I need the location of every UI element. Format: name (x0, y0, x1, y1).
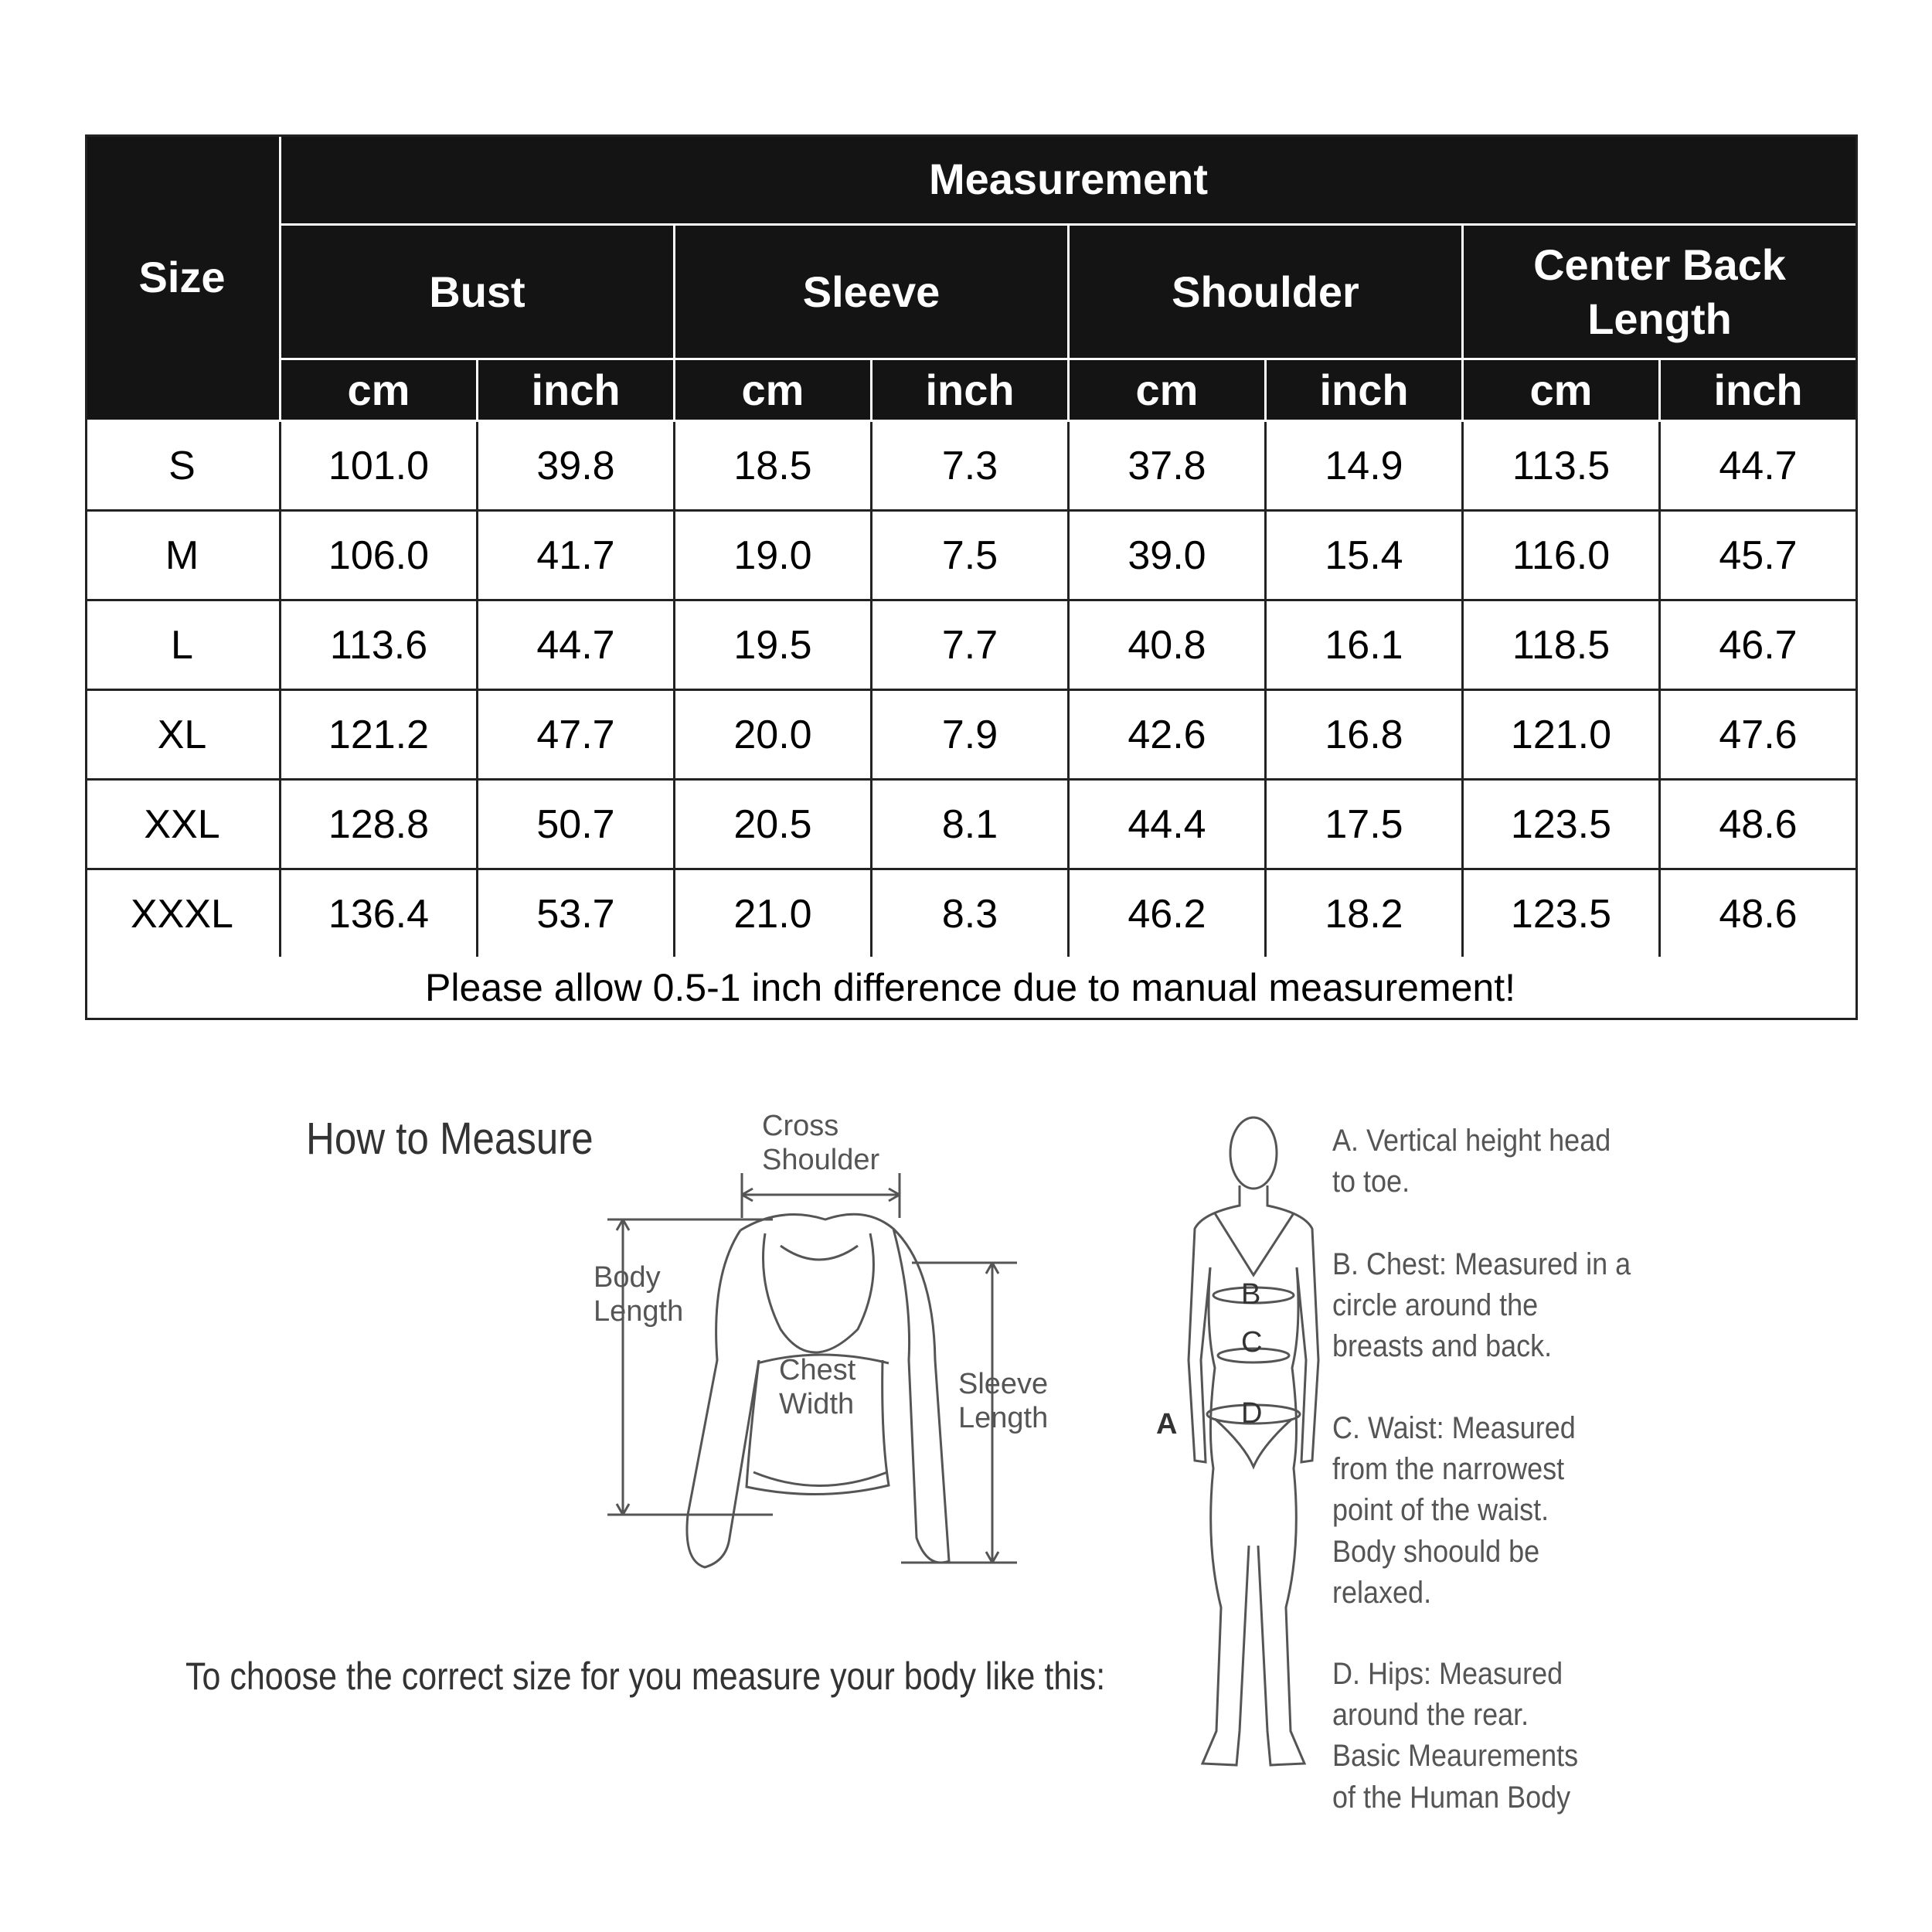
value-cell: 7.7 (872, 601, 1070, 691)
unit-header-3: inch (872, 360, 1070, 422)
sleeve-length-line2: Length (958, 1401, 1049, 1434)
value-cell: 48.6 (1661, 781, 1858, 870)
size-cell: M (85, 512, 281, 601)
body-length-label (594, 1261, 683, 1328)
value-cell: 113.6 (281, 601, 478, 691)
body-mark-d: D (1241, 1397, 1263, 1430)
value-cell: 19.0 (675, 512, 872, 601)
value-cell: 118.5 (1464, 601, 1661, 691)
definition-d: D. Hips: Measured around the rear. Basic Meaurements of the Human Body (1332, 1657, 1579, 1815)
size-header: Size (85, 134, 281, 422)
cross-shoulder-line1: Cross (762, 1110, 839, 1142)
how-to-measure-title: How to Measure (306, 1114, 594, 1164)
value-cell: 128.8 (281, 781, 478, 870)
body-length-line1: Body (594, 1261, 661, 1294)
value-cell: 14.9 (1267, 422, 1464, 512)
body-mark-a: A (1156, 1408, 1178, 1440)
unit-header-7: inch (1661, 360, 1858, 422)
group-header-0: Bust (281, 226, 675, 360)
value-cell: 44.7 (478, 601, 675, 691)
measure-instruction: To choose the correct size for you measure your body like this: (185, 1655, 1106, 1698)
value-cell: 8.3 (872, 870, 1070, 960)
measurement-note: Please allow 0.5-1 inch difference due to manual measurement! (85, 957, 1858, 1020)
value-cell: 7.9 (872, 691, 1070, 781)
value-cell: 46.2 (1070, 870, 1267, 960)
definition-b: B. Chest: Measured in a circle around the breasts and back. (1332, 1247, 1631, 1364)
value-cell: 20.5 (675, 781, 872, 870)
value-cell: 16.1 (1267, 601, 1464, 691)
value-cell: 44.4 (1070, 781, 1267, 870)
value-cell: 53.7 (478, 870, 675, 960)
unit-header-2: cm (675, 360, 872, 422)
body-mark-b: B (1241, 1278, 1261, 1311)
value-cell: 101.0 (281, 422, 478, 512)
value-cell: 7.3 (872, 422, 1070, 512)
value-cell: 48.6 (1661, 870, 1858, 960)
value-cell: 47.7 (478, 691, 675, 781)
sleeve-length-line1: Sleeve (958, 1368, 1049, 1400)
value-cell: 40.8 (1070, 601, 1267, 691)
value-cell: 45.7 (1661, 512, 1858, 601)
size-cell: L (85, 601, 281, 691)
value-cell: 47.6 (1661, 691, 1858, 781)
value-cell: 39.0 (1070, 512, 1267, 601)
value-cell: 16.8 (1267, 691, 1464, 781)
value-cell: 18.5 (675, 422, 872, 512)
value-cell: 136.4 (281, 870, 478, 960)
unit-header-6: cm (1464, 360, 1661, 422)
unit-header-5: inch (1267, 360, 1464, 422)
value-cell: 19.5 (675, 601, 872, 691)
value-cell: 116.0 (1464, 512, 1661, 601)
value-cell: 46.7 (1661, 601, 1858, 691)
chest-width-label (779, 1354, 855, 1421)
body-length-line2: Length (594, 1294, 684, 1328)
value-cell: 39.8 (478, 422, 675, 512)
chest-width-line2: Width (779, 1387, 855, 1420)
value-cell: 41.7 (478, 512, 675, 601)
group-header-2: Shoulder (1070, 226, 1464, 360)
unit-header-1: inch (478, 360, 675, 422)
value-cell: 15.4 (1267, 512, 1464, 601)
value-cell: 50.7 (478, 781, 675, 870)
size-cell: XL (85, 691, 281, 781)
body-mark-c: C (1241, 1326, 1263, 1359)
size-cell: XXXL (85, 870, 281, 960)
value-cell: 123.5 (1464, 781, 1661, 870)
value-cell: 123.5 (1464, 870, 1661, 960)
chest-width-line1: Chest (779, 1354, 856, 1386)
group-header-3: Center Back Length (1464, 226, 1858, 360)
value-cell: 113.5 (1464, 422, 1661, 512)
value-cell: 17.5 (1267, 781, 1464, 870)
unit-header-4: cm (1070, 360, 1267, 422)
value-cell: 121.0 (1464, 691, 1661, 781)
definition-c: C. Waist: Measured from the narrowest point of the waist. Body shoould be relaxed. (1332, 1411, 1576, 1610)
value-cell: 18.2 (1267, 870, 1464, 960)
cross-shoulder-label (762, 1110, 879, 1177)
size-cell: XXL (85, 781, 281, 870)
definition-a: A. Vertical height head to toe. (1332, 1124, 1611, 1199)
value-cell: 20.0 (675, 691, 872, 781)
value-cell: 44.7 (1661, 422, 1858, 512)
value-cell: 37.8 (1070, 422, 1267, 512)
value-cell: 21.0 (675, 870, 872, 960)
measurement-header: Measurement (281, 134, 1858, 226)
body-figure (1189, 1117, 1318, 1765)
value-cell: 8.1 (872, 781, 1070, 870)
sleeve-length-label (958, 1368, 1048, 1435)
value-cell: 106.0 (281, 512, 478, 601)
group-header-1: Sleeve (675, 226, 1070, 360)
size-cell: S (85, 422, 281, 512)
value-cell: 121.2 (281, 691, 478, 781)
cross-shoulder-line2: Shoulder (762, 1143, 880, 1176)
value-cell: 42.6 (1070, 691, 1267, 781)
value-cell: 7.5 (872, 512, 1070, 601)
unit-header-0: cm (281, 360, 478, 422)
